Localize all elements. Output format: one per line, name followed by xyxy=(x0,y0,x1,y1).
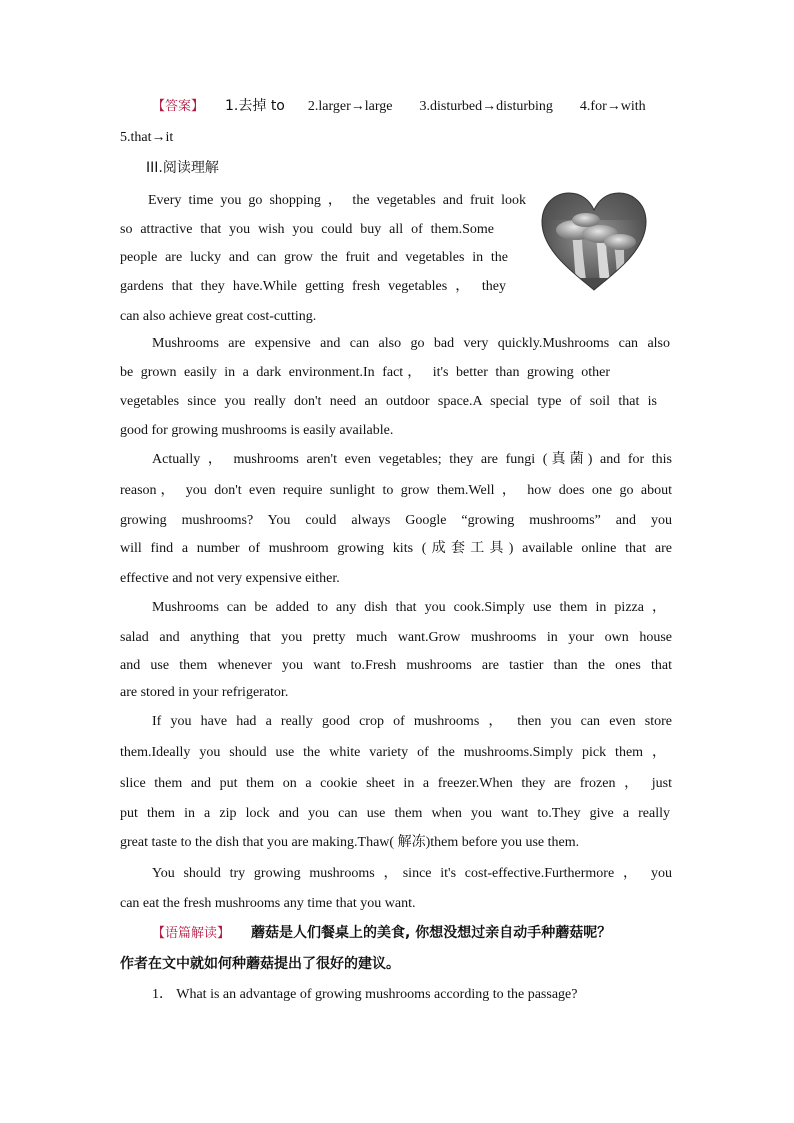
p5-line-3: slice them and put them on a cookie sheet in a freezer.When they are frozen ， just xyxy=(120,776,672,791)
p1-line-5: can also achieve great cost-cutting. xyxy=(120,309,317,324)
answer-tag: 【答案】 xyxy=(152,99,205,114)
analysis-text-2: 作者在文中就如何种蘑菇提出了很好的建议。 xyxy=(120,956,400,972)
p2-line-1: Mushrooms are expensive and can also go bad very quickly.Mushrooms can also xyxy=(152,336,670,351)
section-heading: III.阅读理解 xyxy=(146,160,219,176)
p5-line-1: If you have had a really good crop of mushrooms ， then you can even store xyxy=(152,714,672,729)
p5-line-4: put them in a zip lock and you can use them when you want to.They give a really xyxy=(120,806,670,821)
p3-line-2: reason， you don't even require sunlight to grow them.Well ， how does one go about xyxy=(120,483,672,498)
p5-line-5: great taste to the dish that you are making.Thaw( 解冻)them before you use them. xyxy=(120,835,580,850)
p4-line-1: Mushrooms can be added to any dish that you cook.Simply use them in pizza ， xyxy=(152,600,666,615)
answer-line xyxy=(152,96,672,117)
answer-item-3: 3.disturbed→disturbing xyxy=(419,99,553,114)
analysis-text-1: 蘑菇是人们餐桌上的美食, 你想没想过亲自动手种蘑菇呢？ xyxy=(251,925,612,941)
p1-line-1: Every time you go shopping ， the vegetables and fruit look xyxy=(148,193,526,208)
p2-line-2: be grown easily in a dark environment.In fact， it's better than growing other xyxy=(120,365,610,380)
p3-line-5: effective and not very expensive either. xyxy=(120,571,340,586)
p3-line-1: Actually ， mushrooms aren't even vegetables; they are fungi (真菌) and for this xyxy=(152,452,672,467)
p4-line-3: and use them whenever you want to.Fresh mushrooms are tastier than the ones that xyxy=(120,658,672,673)
p6-line-1: You should try growing mushrooms ，since it's cost-effective.Furthermore ， you xyxy=(152,866,672,881)
analysis-tag: 【语篇解读】 xyxy=(152,926,231,941)
answer-item-4: 4.for→with xyxy=(579,99,646,114)
p1-line-2: so attractive that you wish you could buy all of them.Some xyxy=(120,222,494,237)
analysis-line-1 xyxy=(152,923,672,944)
answer-item-2: 2.larger→large xyxy=(307,99,393,114)
p1-line-3: people are lucky and can grow the fruit and vegetables in the xyxy=(120,250,508,265)
p3-line-3: growing mushrooms? You could always Google “growing mushrooms” and you xyxy=(120,513,672,528)
p1-line-4: gardens that they have.While getting fresh vegetables ， they xyxy=(120,279,506,294)
p4-line-4: are stored in your refrigerator. xyxy=(120,685,289,700)
p2-line-4: good for growing mushrooms is easily available. xyxy=(120,423,394,438)
answer-item-1: 1.去掉 to xyxy=(225,98,285,114)
answer-item-5: 5.that→it xyxy=(120,130,174,145)
question-1: 1． What is an advantage of growing mushrooms according to the passage? xyxy=(152,987,578,1002)
p4-line-2: salad and anything that you pretty much want.Grow mushrooms in your own house xyxy=(120,630,672,645)
heart-mushroom-photo-icon xyxy=(538,190,650,294)
p5-line-2: them.Ideally you should use the white variety of the mushrooms.Simply pick them ， xyxy=(120,745,666,760)
p6-line-2: can eat the fresh mushrooms any time that you want. xyxy=(120,896,416,911)
p3-line-4: will find a number of mushroom growing kits (成套工具) available online that are xyxy=(120,541,672,556)
p2-line-3: vegetables since you really don't need an outdoor space.A special type of soil that is xyxy=(120,394,657,409)
